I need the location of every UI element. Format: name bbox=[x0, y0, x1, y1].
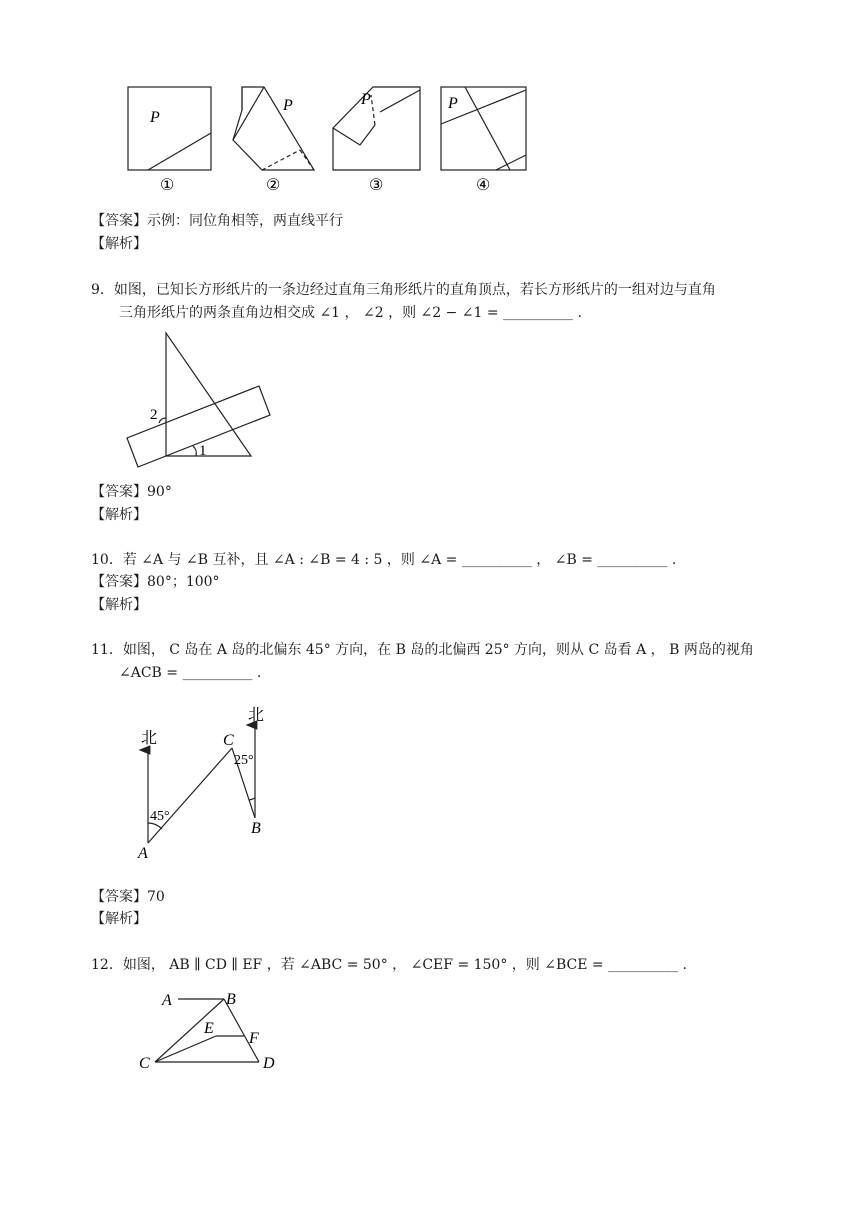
circled-label-3: ③ bbox=[369, 177, 384, 194]
q11-line2: ∠ACB = __________ . bbox=[119, 665, 262, 681]
q9-answer: 【答案】90° bbox=[91, 484, 172, 500]
angle-label-1: 1 bbox=[199, 443, 207, 459]
circled-label-1: ① bbox=[160, 177, 175, 194]
angle-label-25: 25° bbox=[234, 753, 254, 768]
q8-analysis: 【解析】 bbox=[91, 236, 147, 252]
north-label-left: 北 bbox=[141, 730, 158, 747]
label-p4: P bbox=[448, 95, 458, 112]
point-label-e: E bbox=[204, 1020, 214, 1037]
q8-answer: 【答案】示例：同位角相等，两直线平行 bbox=[91, 213, 343, 229]
point-label-b: B bbox=[226, 991, 236, 1008]
angle-label-2: 2 bbox=[150, 407, 158, 423]
label-p1: P bbox=[150, 109, 160, 126]
point-label-f: F bbox=[249, 1030, 259, 1047]
q9-analysis: 【解析】 bbox=[91, 507, 147, 523]
point-label-c: C bbox=[139, 1055, 150, 1072]
point-label-b: B bbox=[251, 820, 261, 837]
circled-label-4: ④ bbox=[476, 177, 491, 194]
point-label-c: C bbox=[223, 732, 234, 749]
q12-line1: 12．如图， AB ∥ CD ∥ EF ，若 ∠ABC = 50° ， ∠CEF = 150° ，则 ∠BCE = __________ . bbox=[91, 957, 687, 973]
angle-label-45: 45° bbox=[150, 809, 170, 824]
q9-line1: 9．如图，已知长方形纸片的一条边经过直角三角形纸片的直角顶点，若长方形纸片的一组对边与直角 bbox=[91, 282, 716, 298]
north-label-right: 北 bbox=[248, 707, 265, 724]
q10-analysis: 【解析】 bbox=[91, 597, 147, 613]
point-label-a: A bbox=[138, 845, 148, 862]
q11-analysis: 【解析】 bbox=[91, 911, 147, 927]
q10-answer: 【答案】80°；100° bbox=[91, 574, 220, 590]
q11-line1: 11．如图， C 岛在 A 岛的北偏东 45° 方向，在 B 岛的北偏西 25° 方向，则从 C 岛看 A ， B 两岛的视角 bbox=[91, 642, 754, 658]
label-p3: P bbox=[361, 91, 371, 108]
q9-line2: 三角形纸片的两条直角边相交成 ∠1 ， ∠2 ，则 ∠2 − ∠1 = __________ . bbox=[119, 305, 582, 321]
q11-answer: 【答案】70 bbox=[91, 889, 165, 905]
q10-line1: 10．若 ∠A 与 ∠B 互补，且 ∠A : ∠B = 4 : 5 ，则 ∠A = __________ ， ∠B = __________ . bbox=[91, 552, 677, 568]
point-label-a: A bbox=[162, 992, 172, 1009]
label-p2: P bbox=[283, 97, 293, 114]
point-label-d: D bbox=[263, 1055, 275, 1072]
circled-label-2: ② bbox=[266, 177, 281, 194]
